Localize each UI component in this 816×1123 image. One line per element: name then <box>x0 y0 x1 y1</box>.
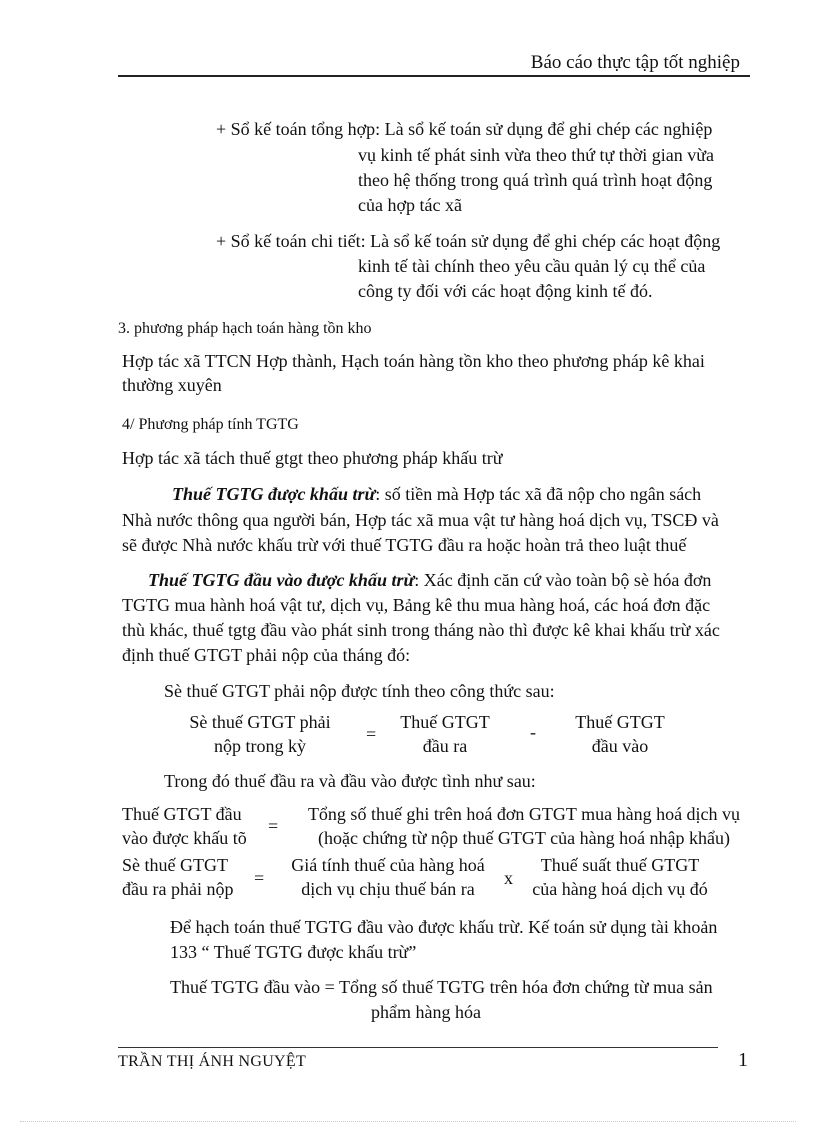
formula-2-right: Tổng số thuế ghi trên hoá đơn GTGT mua hàng hoá dịch vụ (hoặc chứng từ nộp thuế GTGT của hàng hoá nhập khẩu) <box>307 804 741 848</box>
formula-3-times: x <box>504 868 513 888</box>
para-1-first: : số tiền mà Hợp tác xã đã nộp cho ngân sách <box>375 484 702 504</box>
section-3-heading: 3. phương pháp hạch toán hàng tồn kho <box>118 320 372 337</box>
para-2-line-2: TGTG mua hành hoá vật tư, dịch vụ, Bảng kê thu mua hàng hoá, các hoá đơn đặc <box>122 595 711 615</box>
bullet-1-first: Là sổ kế toán sử dụng để ghi chép các nghiệp <box>384 119 713 139</box>
formula-intro-2: Trong đó thuế đầu ra và đầu vào được tình như sau: <box>164 771 536 791</box>
section-3-line-1: Hợp tác xã TTCN Hợp thành, Hạch toán hàng tồn kho theo phương pháp kê khai <box>122 351 705 371</box>
para-1-line-1 <box>172 482 701 506</box>
formula-3-mid: Giá tính thuế của hàng hoá dịch vụ chịu thuế bán ra <box>291 855 485 899</box>
bullet-2-line-1 <box>216 229 720 253</box>
bullet-1-line-2: vụ kinh tế phát sinh vừa theo thứ tự thời gian vừa <box>358 145 714 165</box>
footer-author: TRẦN THỊ ÁNH NGUYỆT <box>118 1053 307 1070</box>
para-2-line-1 <box>148 568 711 592</box>
section-4-heading: 4/ Phương pháp tính TGTG <box>122 416 299 433</box>
header-rule <box>118 75 750 77</box>
para-4-line-2: phẩm hàng hóa <box>371 1002 481 1022</box>
formula-1-mid: Thuế GTGT đầu ra <box>400 712 490 756</box>
section-4-line: Hợp tác xã tách thuế gtgt theo phương pháp khấu trừ <box>122 448 503 468</box>
formula-2-left: Thuế GTGT đầu vào được khấu tõ <box>122 804 247 848</box>
formula-3-left: Sè thuế GTGT đầu ra phải nộp <box>122 855 234 899</box>
bullet-2-line-3: công ty đối với các hoạt động kinh tế đó. <box>358 281 653 301</box>
para-3-line-2: 133 “ Thuế TGTG được khấu trừ” <box>170 942 417 962</box>
formula-1-minus: - <box>530 722 536 742</box>
formula-2-equals: = <box>268 816 279 836</box>
bullet-1-line-3: theo hệ thống trong quá trình quá trình hoạt động <box>358 170 713 190</box>
para-1-line-3: sẽ được Nhà nước khấu trừ với thuế TGTG đầu ra hoặc hoàn trả theo luật thuế <box>122 535 687 555</box>
bullet-1-line-1 <box>216 117 712 141</box>
bullet-2-label: + Sổ kế toán chi tiết: <box>216 231 366 251</box>
header-title: Báo cáo thực tập tốt nghiệp <box>530 52 740 73</box>
bullet-1-label: + Sổ kế toán tổng hợp: <box>216 119 381 139</box>
page-number: 1 <box>738 1049 748 1071</box>
para-1-line-2: Nhà nước thông qua người bán, Hợp tác xã mua vật tư hàng hoá dịch vụ, TSCĐ và <box>122 510 719 530</box>
para-4-line-1: Thuế TGTG đầu vào = Tổng số thuế TGTG trên hóa đơn chứng từ mua sản <box>170 977 713 997</box>
para-3-line-1: Để hạch toán thuế TGTG đầu vào được khấu trừ. Kế toán sử dụng tài khoản <box>170 917 718 937</box>
formula-intro: Sè thuế GTGT phải nộp được tính theo công thức sau: <box>164 681 555 701</box>
para-2-first: : Xác định căn cứ vào toàn bộ sè hóa đơn <box>414 570 712 590</box>
para-1-term: Thuế TGTG được khấu trừ <box>172 484 376 504</box>
bullet-2-first: Là sổ kế toán sử dụng để ghi chép các hoạt động <box>370 231 721 251</box>
para-2-term: Thuế TGTG đầu vào được khấu trừ <box>148 570 415 590</box>
formula-1-right: Thuế GTGT đầu vào <box>575 712 665 756</box>
formula-1-left: Sè thuế GTGT phải nộp trong kỳ <box>189 712 331 756</box>
formula-3-equals: = <box>254 868 265 888</box>
formula-3-right: Thuế suất thuế GTGT của hàng hoá dịch vụ đó <box>532 855 708 899</box>
bullet-1-line-4: của hợp tác xã <box>358 195 462 215</box>
para-2-line-4: định thuế GTGT phải nộp của tháng đó: <box>122 645 411 665</box>
formula-1-equals: = <box>366 724 377 744</box>
bullet-2-line-2: kinh tế tài chính theo yêu cầu quản lý cụ thể của <box>358 256 706 276</box>
para-2-line-3: thù khác, thuế tgtg đầu vào phát sinh trong tháng nào thì được kê khai khấu trừ xác <box>122 620 720 640</box>
section-3-line-2: thường xuyên <box>122 375 222 395</box>
footer-rule <box>118 1047 718 1048</box>
page-boundary-dots <box>20 1121 796 1122</box>
